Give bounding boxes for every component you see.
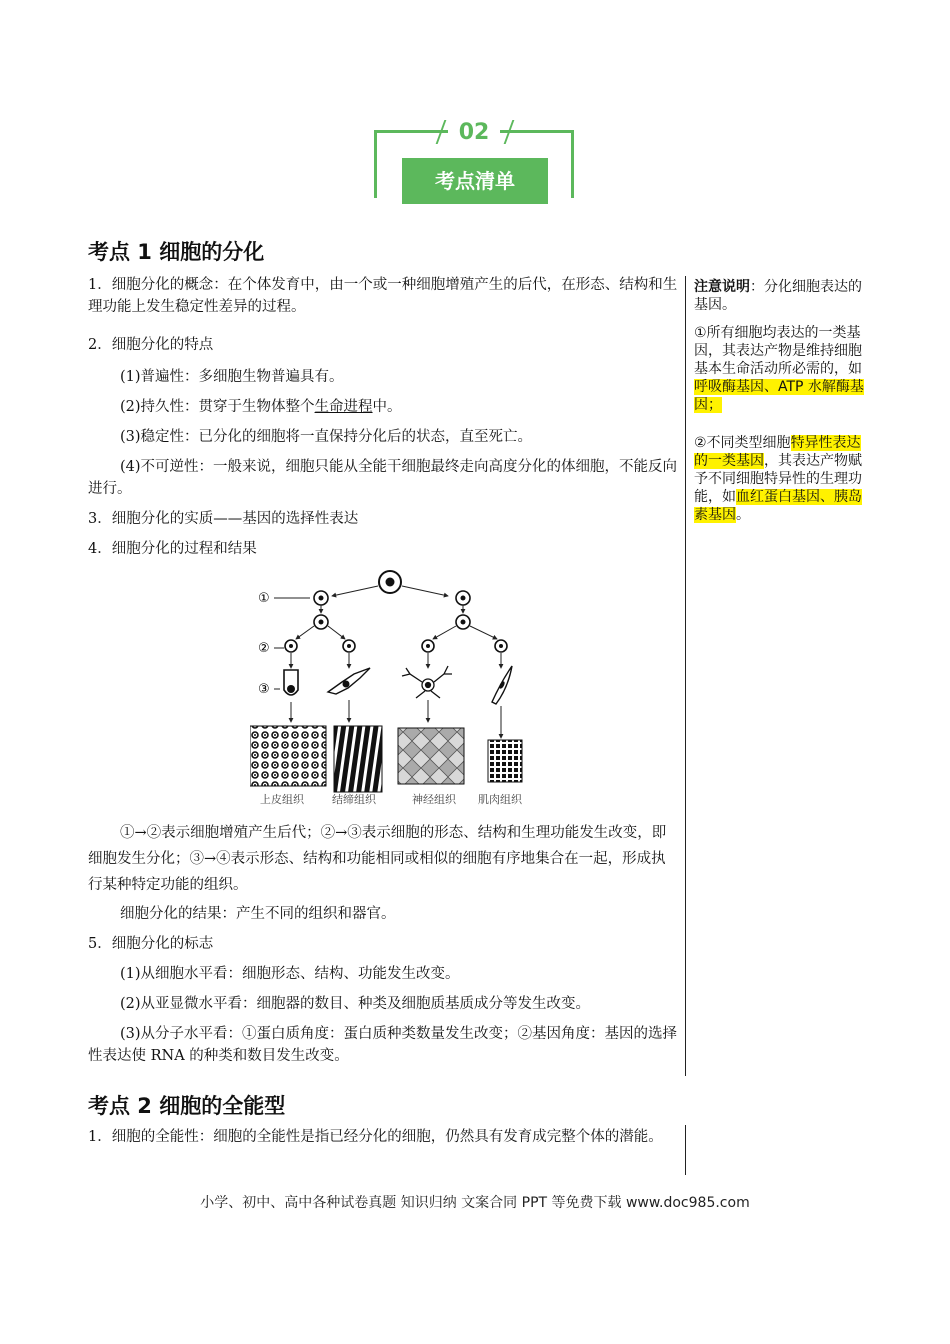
badge-number: 02 [448,118,500,148]
note-item-2-mid: ，其表达产物赋予不同细胞特异性的生理功能，如 [694,453,862,505]
connective-tissue [334,726,382,792]
s1-feature-3: (3)稳定性：已分化的细胞将一直保持分化后的状态，直至死亡。 [120,429,533,445]
zygote-cell [379,571,401,593]
s1-feature-4: (4)不可逆性：一般来说，细胞只能从全能干细胞最终走向高度分化的体细胞，不能反向进行。 [88,459,678,497]
s1-process-desc: ①→②表示细胞增殖产生后代；②→③表示细胞的形态、结构和生理功能发生改变，即细胞发生分化；③→④表示形态、结构和功能相同或相似的细胞有序地集合在一起，形成执行某种特定功能的组织。 [88,825,667,893]
label-nervous: 神经组织 [412,793,456,806]
s1-feature-2-underline: 生命进程 [314,399,373,415]
muscle-cell [492,666,512,704]
label-connective: 结缔组织 [332,793,376,806]
section-badge [374,118,576,210]
s1-result: 细胞分化的结果：产生不同的组织和器官。 [120,906,396,922]
note-title-bold: 注意说明 [694,279,750,295]
note-divider [685,276,686,1076]
s1-features-title: 2．细胞分化的特点 [88,337,214,353]
section2-heading: 考点 2 细胞的全能型 [88,1094,286,1118]
section1-heading: 考点 1 细胞的分化 [88,240,265,264]
cell-differentiation-diagram [250,570,560,810]
connective-cell [328,668,370,694]
s1-markers-title: 5．细胞分化的标志 [88,936,214,952]
muscle-tissue [488,740,522,782]
page-footer: 小学、初中、高中各种试卷真题 知识归纳 文案合同 PPT 等免费下载 www.doc985.com [200,1195,750,1211]
nerve-cell [402,666,452,698]
note-item-2-end: 。 [736,507,750,523]
epithelial-tissue [250,726,326,786]
s1-process-title: 4．细胞分化的过程和结果 [88,541,257,557]
s1-marker-1: (1)从细胞水平看：细胞形态、结构、功能发生改变。 [120,966,460,982]
note-item-1 [694,324,866,414]
note-item-2-highlight-1: 特异性表达的一类基因 [694,435,861,469]
label-epithelial: 上皮组织 [260,793,304,806]
note-item-2 [694,434,866,524]
note-title [694,278,866,314]
epithelial-cell [284,670,298,695]
note-divider-2 [685,1125,686,1175]
s1-marker-3: (3)从分子水平看：①蛋白质角度：蛋白质种类数量发生改变；②基因角度：基因的选择性表达使 RNA 的种类和数目发生改变。 [88,1026,678,1064]
marker-3: ③ [258,682,270,697]
marker-2: ② [258,641,270,656]
label-muscle: 肌肉组织 [478,793,522,806]
badge-title: 考点清单 [402,158,548,204]
note-item-1-text: ①所有细胞均表达的一类基因，其表达产物是维持细胞基本生命活动所必需的，如 [694,325,862,377]
note-item-1-highlight: 呼吸酶基因、ATP 水解酶基因； [694,379,864,413]
nervous-tissue [398,728,464,784]
s1-feature-2 [120,396,680,418]
s1-feature-1: (1)普遍性：多细胞生物普遍具有。 [120,369,344,385]
s1-feature-2-b: 中。 [372,399,402,415]
note-item-2-text: ②不同类型细胞 [694,435,791,451]
s2-totipotency: 1．细胞的全能性：细胞的全能性是指已经分化的细胞，仍然具有发育成完整个体的潜能。 [88,1129,663,1145]
note-title-rest: ：分化细胞表达的基因。 [694,279,862,313]
marker-1: ① [258,591,270,606]
note-item-2-highlight-2: 血红蛋白基因、胰岛素基因 [694,489,862,523]
s1-feature-2-a: (2)持久性：贯穿于生物体整个 [120,399,315,415]
s1-marker-2: (2)从亚显微水平看：细胞器的数目、种类及细胞质基质成分等发生改变。 [120,996,591,1012]
s1-concept: 1．细胞分化的概念：在个体发育中，由一个或一种细胞增殖产生的后代，在形态、结构和生理功能上发生稳定性差异的过程。 [88,277,678,315]
s1-essence: 3．细胞分化的实质——基因的选择性表达 [88,511,359,527]
